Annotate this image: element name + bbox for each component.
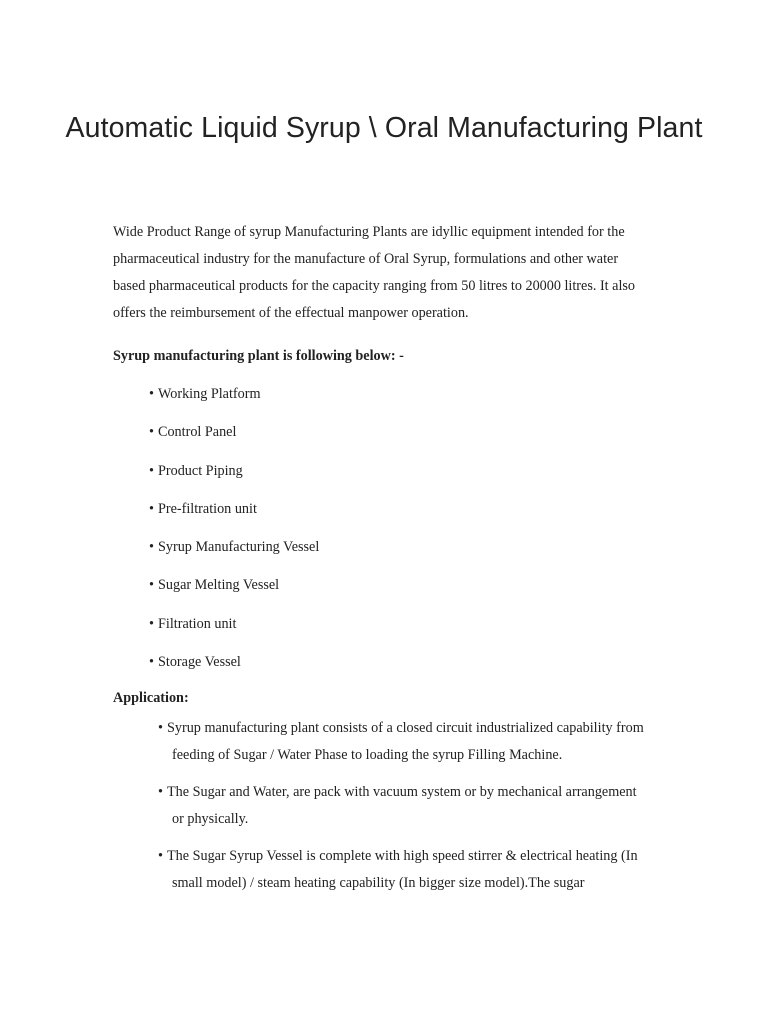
list-item xyxy=(149,652,648,690)
list-item-text: Storage Vessel xyxy=(158,654,241,671)
document-body xyxy=(113,219,648,907)
bullet-icon: • xyxy=(149,462,154,479)
components-heading: Syrup manufacturing plant is following below: - xyxy=(113,348,404,364)
list-item-text: Filtration unit xyxy=(158,615,237,632)
list-item xyxy=(149,715,648,769)
list-item-text: Product Piping xyxy=(158,462,243,479)
bullet-icon: • xyxy=(149,654,154,671)
bullet-icon: • xyxy=(149,424,154,441)
list-item-text: Working Platform xyxy=(158,386,261,402)
list-item-text: Sugar Melting Vessel xyxy=(158,577,280,594)
list-item xyxy=(149,384,648,422)
bullet-icon: • xyxy=(149,386,154,402)
list-item xyxy=(149,575,648,613)
application-heading: Application: xyxy=(113,690,189,707)
list-item-text: Syrup manufacturing plant consists of a closed circuit industrialized capability from feeding of Sugar / Water Phase to loading the syrup Filling Machine. xyxy=(167,720,644,764)
list-item-text: The Sugar and Water, are pack with vacuum system or by mechanical arrangement or physically. xyxy=(167,784,637,828)
list-item-text: Pre-filtration unit xyxy=(158,500,257,517)
bullet-icon: • xyxy=(158,848,163,865)
bullet-icon: • xyxy=(149,539,154,556)
bullet-icon: • xyxy=(158,720,163,737)
list-item xyxy=(149,499,648,537)
list-item xyxy=(149,614,648,652)
intro-paragraph: Wide Product Range of syrup Manufacturing Plants are idyllic equipment intended for the pharmaceutical industry for the manufacture of Oral Syrup, formulations and other water based pharmaceutical products for the capacity ranging from 50 litres to 20000 litres. It also offers the reimbursement of the effectual manpower operation. xyxy=(113,224,636,321)
list-item-text: Syrup Manufacturing Vessel xyxy=(158,539,320,556)
bullet-icon: • xyxy=(158,784,163,801)
page-title: Automatic Liquid Syrup \ Oral Manufacturing Plant xyxy=(65,112,703,144)
applications-list xyxy=(113,715,648,897)
list-item-text: The Sugar Syrup Vessel is complete with high speed stirrer & electrical heating (In small model) / steam heating capability (In bigger size model).The sugar xyxy=(167,848,638,892)
list-item xyxy=(149,779,648,833)
list-item xyxy=(149,461,648,499)
list-item xyxy=(149,843,648,897)
list-item-text: Control Panel xyxy=(158,424,237,441)
bullet-icon: • xyxy=(149,615,154,632)
components-list xyxy=(113,384,648,690)
bullet-icon: • xyxy=(149,500,154,517)
list-item xyxy=(149,422,648,460)
bullet-icon: • xyxy=(149,577,154,594)
list-item xyxy=(149,537,648,575)
